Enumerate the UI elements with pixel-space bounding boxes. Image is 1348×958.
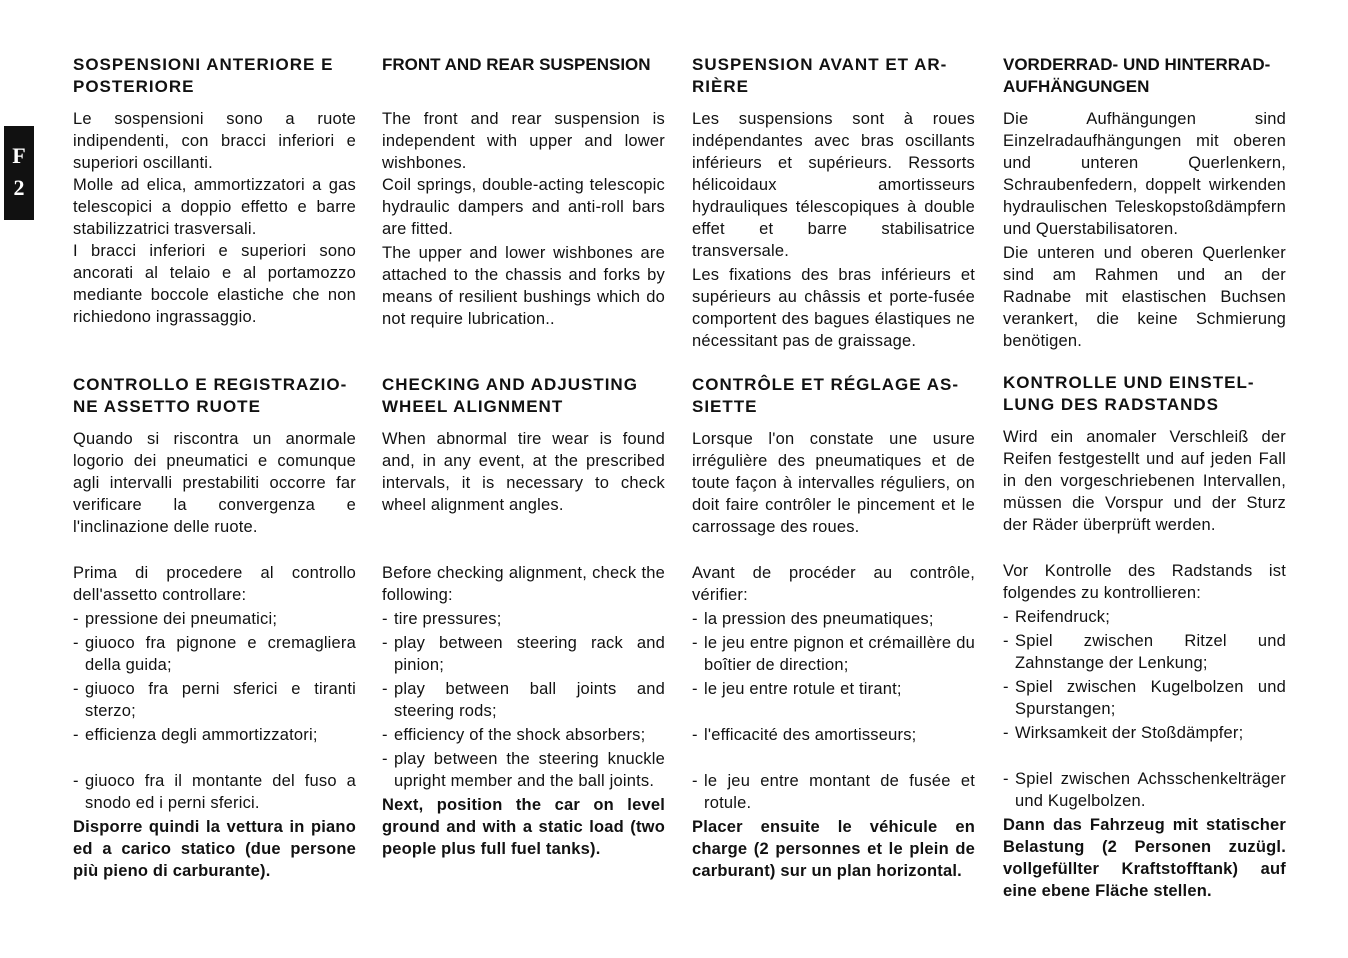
checklist-item: - efficienza degli ammortizzatori; xyxy=(73,724,356,746)
checklist-intro: Vor Kontrolle des Radstands ist folgendes zu kontrollieren: xyxy=(1003,562,1286,602)
paragraph: Le sospensioni sono a ruote indipendenti, con bracci inferiori e superiori oscillanti. xyxy=(73,110,356,172)
heading-suspension: FRONT AND REAR SUSPENSION xyxy=(382,55,651,74)
checklist-intro: Before checking alignment, check the following: xyxy=(382,564,665,604)
heading-wheel-alignment: CHECKING AND ADJUSTING WHEEL ALIGNMENT xyxy=(382,375,638,416)
checklist-item: - efficiency of the shock absorbers; xyxy=(382,724,665,746)
heading-suspension: SOSPENSIONI ANTERIORE E POSTERIORE xyxy=(73,55,334,96)
paragraph: Les fixations des bras inférieurs et supérieurs au châssis et porte-fusée comportent des bagues élastiques ne nécessitant pas de graissage. xyxy=(692,266,975,350)
heading-suspension: SUSPENSION AVANT ET AR- RIÈRE xyxy=(692,55,948,96)
checklist-item: - le jeu entre pignon et crémaillère du boîtier de direction; xyxy=(692,632,975,676)
checklist-item: - le jeu entre montant de fusée et rotule. xyxy=(692,770,975,814)
paragraph: Die Aufhängungen sind Einzelradaufhängungen mit oberen und unteren Querlenkern, Schraubenfedern, doppelt wirkenden hydraulischen Teleskopstoßdämpfern und Querstabilisatoren. xyxy=(1003,110,1286,238)
checklist xyxy=(382,608,665,792)
heading-wheel-alignment: CONTROLLO E REGISTRAZIO- NE ASSETTO RUOTE xyxy=(73,375,348,416)
paragraph: Die unteren und oberen Querlenker sind am Rahmen und an der Radnabe mit elastischen Buchsen verankert, die keine Schmierung benötigen. xyxy=(1003,244,1286,350)
checklist-item: - la pression des pneumatiques; xyxy=(692,608,975,630)
paragraph: Quando si riscontra un anormale logorio dei pneumatici e comunque agli intervalli prestabiliti occorre far verificare la convergenza e l'inclinazione delle ruote. xyxy=(73,430,356,536)
paragraph: The front and rear suspension is independent with upper and lower wishbones. xyxy=(382,110,665,172)
paragraph: Lorsque l'on constate une usure irrégulière des pneumatiques et de toute façon à intervalles réguliers, on doit faire contrôler le pincement et le carrossage des roues. xyxy=(692,430,975,536)
checklist-item: - Spiel zwischen Kugelbolzen und Spurstangen; xyxy=(1003,676,1286,720)
paragraph: Molle ad elica, ammortizzatori a gas telescopici a doppio effetto e barre stabilizzatrici trasversali. xyxy=(73,176,356,238)
heading-suspension: VORDERRAD- UND HINTERRAD- AUFHÄNGUNGEN xyxy=(1003,55,1271,96)
heading-wheel-alignment: CONTRÔLE ET RÉGLAGE AS- SIETTE xyxy=(692,375,959,416)
final-instruction: Disporre quindi la vettura in piano ed a carico statico (due persone più pieno di carburante). xyxy=(73,818,356,880)
checklist-item: - Spiel zwischen Achsschenkelträger und Kugelbolzen. xyxy=(1003,768,1286,812)
paragraph: Coil springs, double-acting telescopic hydraulic dampers and anti-roll bars are fitted. xyxy=(382,176,665,238)
final-instruction: Dann das Fahrzeug mit statischer Belastung (2 Personen zuzügl. vollgefüllter Kraftstofftank) auf eine ebene Fläche stellen. xyxy=(1003,816,1286,900)
checklist xyxy=(1003,606,1286,812)
checklist-item: - Reifendruck; xyxy=(1003,606,1286,628)
checklist xyxy=(73,608,356,814)
checklist-item: - Wirksamkeit der Stoßdämpfer; xyxy=(1003,722,1286,744)
checklist-item: - pressione dei pneumatici; xyxy=(73,608,356,630)
paragraph: I bracci inferiori e superiori sono ancorati al telaio e al portamozzo mediante boccole elastiche che non richiedono ingrassaggio. xyxy=(73,242,356,326)
checklist-item: - play between ball joints and steering rods; xyxy=(382,678,665,722)
checklist-intro: Avant de procéder au contrôle, vérifier: xyxy=(692,564,975,604)
checklist-item: - giuoco fra pignone e cremagliera della guida; xyxy=(73,632,356,676)
paragraph: Wird ein anomaler Verschleiß der Reifen festgestellt und auf jeden Fall in den vorgeschriebenen Intervallen, müssen die Vorspur und der Sturz der Räder überprüft werden. xyxy=(1003,428,1286,534)
final-instruction: Next, position the car on level ground and with a static load (two people plus full fuel tanks). xyxy=(382,796,665,858)
checklist-item: - play between steering rack and pinion; xyxy=(382,632,665,676)
checklist-item: - tire pressures; xyxy=(382,608,665,630)
checklist xyxy=(692,608,975,814)
checklist-item: - l'efficacité des amortisseurs; xyxy=(692,724,975,746)
checklist-item: - le jeu entre rotule et tirant; xyxy=(692,678,975,700)
section-tab-number: 2 xyxy=(13,175,25,200)
heading-wheel-alignment: KONTROLLE UND EINSTEL- LUNG DES RADSTANDS xyxy=(1003,373,1255,414)
checklist-item: - giuoco fra perni sferici e tiranti sterzo; xyxy=(73,678,356,722)
paragraph: The upper and lower wishbones are attached to the chassis and forks by means of resilient bushings which do not require lubrication.. xyxy=(382,244,665,328)
checklist-item: - play between the steering knuckle upright member and the ball joints. xyxy=(382,748,665,792)
checklist-item: - Spiel zwischen Ritzel und Zahnstange der Lenkung; xyxy=(1003,630,1286,674)
final-instruction: Placer ensuite le véhicule en charge (2 personnes et le plein de carburant) sur un plan horizontal. xyxy=(692,818,975,880)
section-tab-letter: F xyxy=(12,143,26,168)
paragraph: Les suspensions sont à roues indépendantes avec bras oscillants inférieurs et supérieurs. Ressorts hélicoidaux amortisseurs hydrauliques télescopiques à double effet et barre stabilisatrice transversale. xyxy=(692,110,975,260)
checklist-item: - giuoco fra il montante del fuso a snodo ed i perni sferici. xyxy=(73,770,356,814)
paragraph: When abnormal tire wear is found and, in any event, at the prescribed intervals, it is necessary to check wheel alignment angles. xyxy=(382,430,665,514)
checklist-intro: Prima di procedere al controllo dell'assetto controllare: xyxy=(73,564,356,604)
section-tab xyxy=(4,126,34,220)
